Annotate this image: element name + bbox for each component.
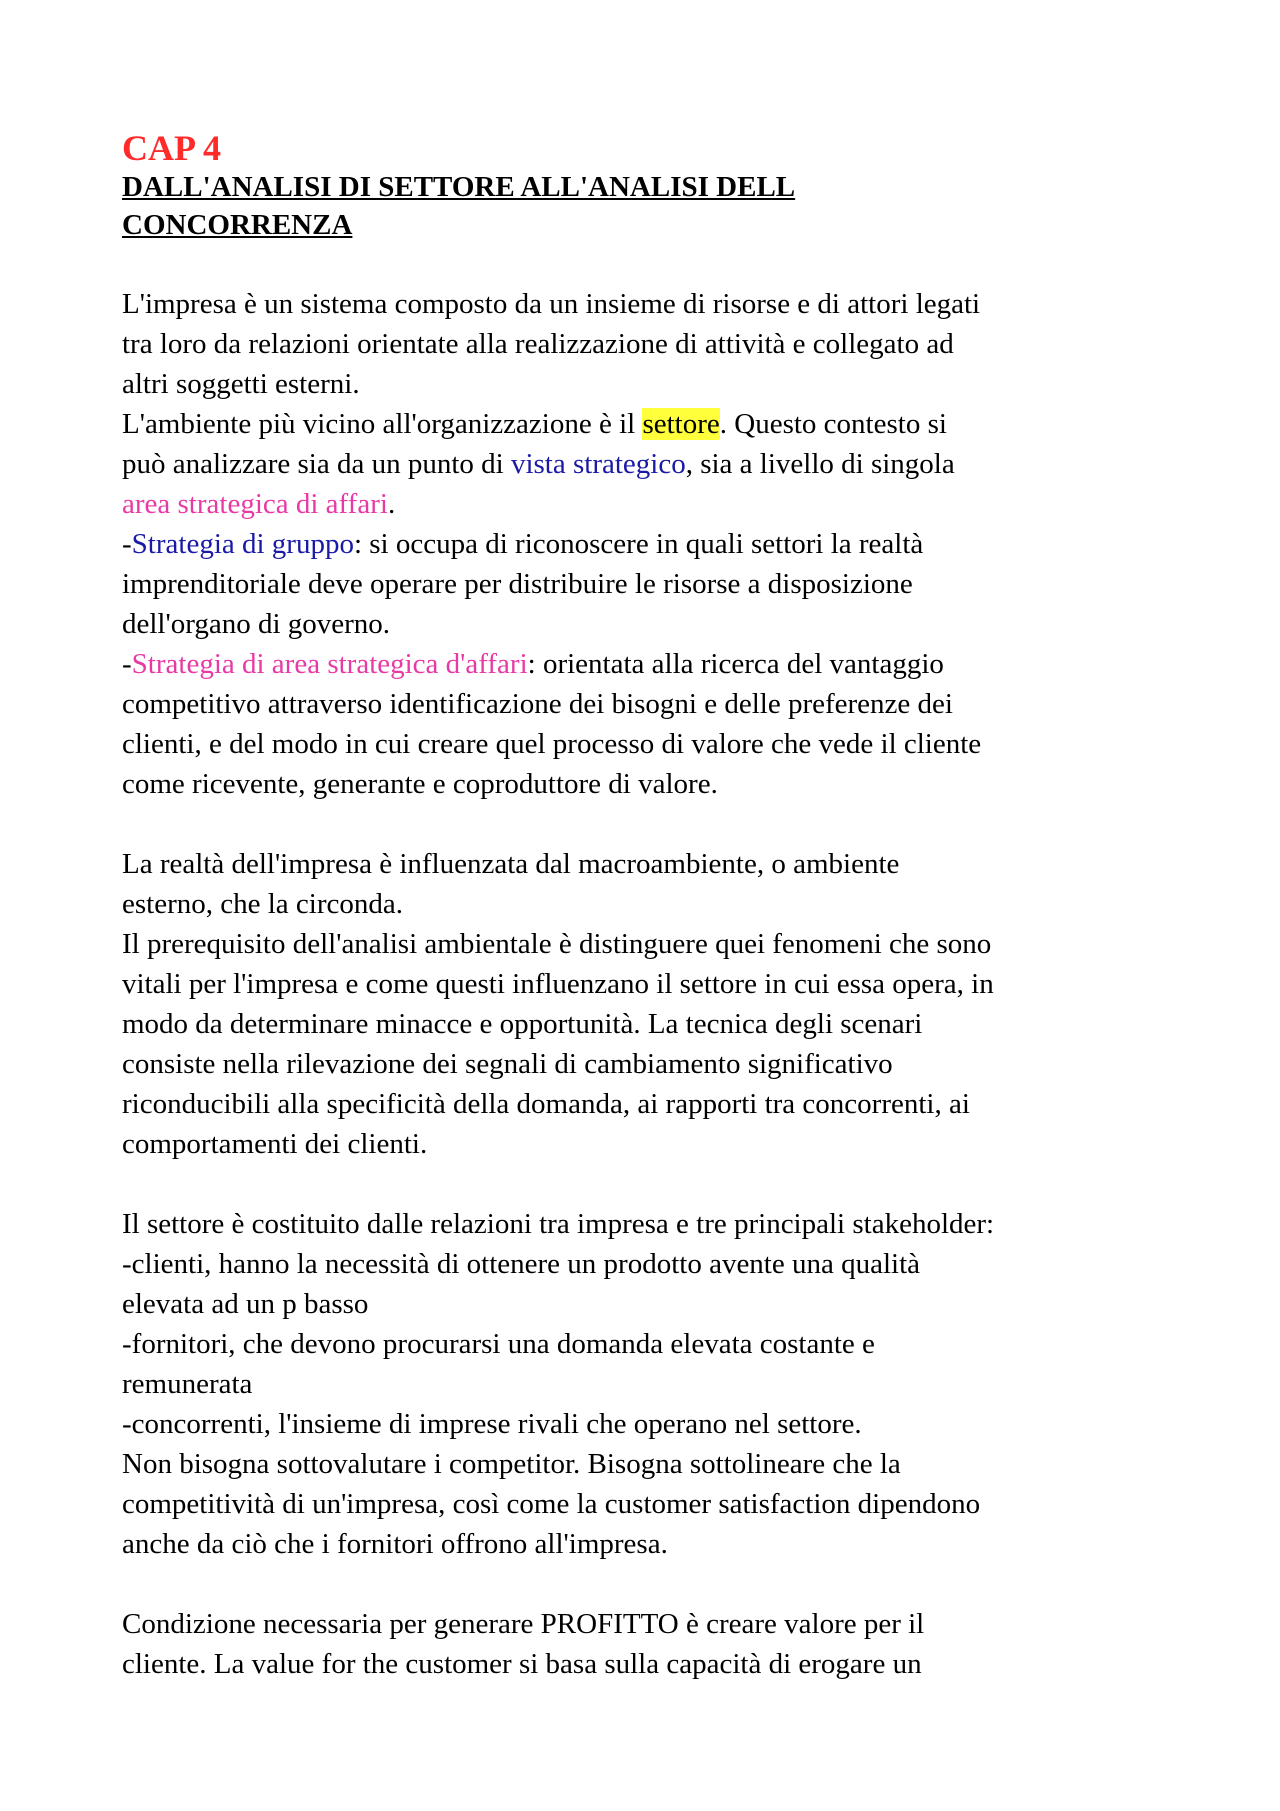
text-run: , sia a livello di singola (685, 448, 955, 480)
highlighted-term-settore: settore (642, 408, 720, 440)
text-line: tra loro da relazioni orientate alla realizzazione di attività e collegato ad (122, 328, 954, 360)
text-line: imprenditoriale deve operare per distribuire le risorse a disposizione (122, 568, 913, 600)
text-line: altri soggetti esterni. (122, 368, 360, 400)
text-line: competitivo attraverso identificazione dei bisogni e delle preferenze dei (122, 688, 953, 720)
text-line (122, 404, 1182, 444)
text-line (122, 444, 1182, 484)
chapter-title (122, 168, 1182, 244)
chapter-title-line-1: DALL'ANALISI DI SETTORE ALL'ANALISI DELL (122, 171, 796, 203)
text-line: -fornitori, che devono procurarsi una domanda elevata costante e (122, 1328, 875, 1360)
text-line: clienti, e del modo in cui creare quel processo di valore che vede il cliente (122, 728, 982, 760)
text-line: remunerata (122, 1368, 253, 1400)
text-line: elevata ad un p basso (122, 1288, 369, 1320)
body-text (122, 284, 1182, 1684)
paragraph-stakeholder (122, 1204, 1182, 1564)
text-line: come ricevente, generante e coproduttore di valore. (122, 768, 718, 800)
paragraph-macroambiente (122, 844, 1182, 1164)
spacer (122, 804, 1182, 844)
term-vista-strategico: vista strategico (510, 448, 686, 480)
text-run: . Questo contesto si (719, 408, 947, 440)
text-run: : orientata alla ricerca del vantaggio (527, 648, 944, 680)
text-line (122, 644, 1182, 684)
paragraph-impresa (122, 284, 1182, 804)
text-run: può analizzare sia da un punto di (122, 448, 511, 480)
chapter-title-line-2: CONCORRENZA (122, 209, 353, 241)
term-strategia-di-gruppo: Strategia di gruppo (131, 528, 354, 560)
term-strategia-area-affari: Strategia di area strategica d'affari (131, 648, 528, 680)
text-line: -clienti, hanno la necessità di ottenere un prodotto avente una qualità (122, 1248, 921, 1280)
text-line: competitività di un'impresa, così come la customer satisfaction dipendono (122, 1488, 981, 1520)
text-line: consiste nella rilevazione dei segnali di cambiamento significativo (122, 1048, 893, 1080)
text-run: L'ambiente più vicino all'organizzazione è il (122, 408, 643, 440)
chapter-label: CAP 4 (122, 128, 221, 168)
text-line: Il prerequisito dell'analisi ambientale è distinguere quei fenomeni che sono (122, 928, 992, 960)
text-line: esterno, che la circonda. (122, 888, 403, 920)
paragraph-profitto (122, 1604, 1182, 1684)
text-line: dell'organo di governo. (122, 608, 391, 640)
text-line: -concorrenti, l'insieme di imprese rivali che operano nel settore. (122, 1408, 862, 1440)
text-line: vitali per l'impresa e come questi influenzano il settore in cui essa opera, in (122, 968, 994, 1000)
text-line (122, 484, 1182, 524)
text-line: La realtà dell'impresa è influenzata dal macroambiente, o ambiente (122, 848, 900, 880)
spacer (122, 244, 1182, 284)
text-line: L'impresa è un sistema composto da un insieme di risorse e di attori legati (122, 288, 981, 320)
text-run: : si occupa di riconoscere in quali settori la realtà (353, 528, 924, 560)
text-line: riconducibili alla specificità della domanda, ai rapporti tra concorrenti, ai (122, 1088, 970, 1120)
term-area-strategica: area strategica di affari (122, 488, 388, 520)
text-line: cliente. La value for the customer si basa sulla capacità di erogare un (122, 1648, 922, 1680)
document-page (122, 128, 1182, 1684)
text-line: comportamenti dei clienti. (122, 1128, 428, 1160)
text-run: - (122, 528, 132, 560)
spacer (122, 1564, 1182, 1604)
text-line: modo da determinare minacce e opportunità. La tecnica degli scenari (122, 1008, 923, 1040)
text-line: Non bisogna sottovalutare i competitor. Bisogna sottolineare che la (122, 1448, 901, 1480)
text-line (122, 524, 1182, 564)
text-run: - (122, 648, 132, 680)
text-line: Condizione necessaria per generare PROFITTO è creare valore per il (122, 1608, 925, 1640)
text-line: anche da ciò che i fornitori offrono all'impresa. (122, 1528, 668, 1560)
text-run: . (387, 488, 396, 520)
text-line: Il settore è costituito dalle relazioni tra impresa e tre principali stakeholder: (122, 1208, 995, 1240)
spacer (122, 1164, 1182, 1204)
